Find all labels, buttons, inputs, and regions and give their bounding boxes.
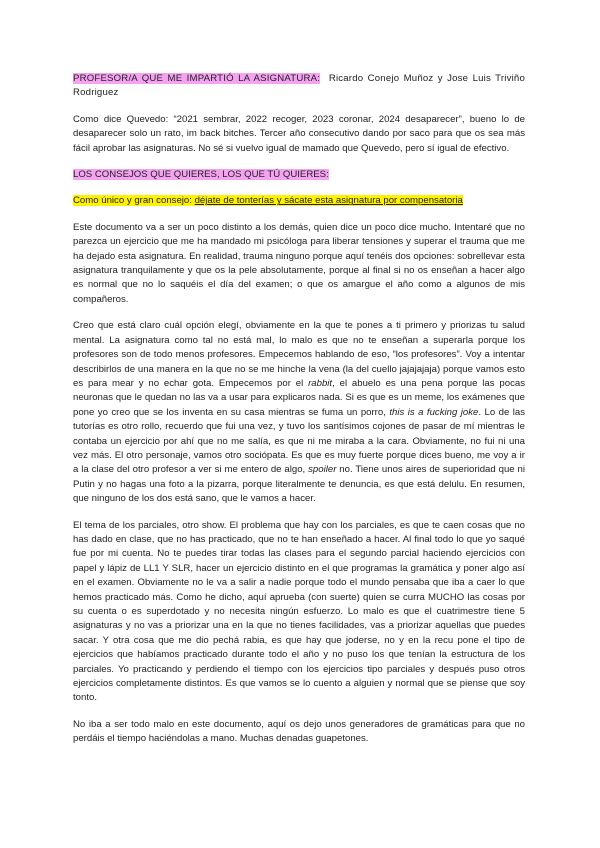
- paragraph-parciales: El tema de los parciales, otro show. El problema que hay con los parciales, es que te caen cosas que no has dado en clase, que no has practicado, que no te han enseñado a hacer. Al final todo lo que yo saqué fue por mi cuenta. No te puedes tirar todas las clases para el segundo parcial haciendo ejercicios con papel y lápiz de LL1 Y SLR, hacer un ejercicio distinto en el que programas la gramática y poner algo así en el examen. Obviamente no le va a salir a nadie porque todo el mundo pensaba que iba a caer lo que hemos practicado más. Como he dicho, aquí aprueba (con suerte) quien se curra MUCHO las cosas por su cuenta o es superdotado y no necesita ningún esfuerzo. Lo malo es que el cuatrimestre tiene 5 asignaturas y no vas a priorizar una en la que no tienes facilidades, vas a priorizar aquellas que puedes sacar. Y otra cosa que me dio pechá rabia, es que hay que joderse, no y en la recu pone el tipo de ejercicios que habíamos practicado durante todo el año y no puso los que tenían la estructura de los parciales. Yo practicando y perdiendo el tiempo con los ejercicios tipo parciales y después puso otros ejercicios completamente distintos. Es que vamos se lo cuento a alguien y normal que se piense que soy tonto.: [73, 519, 525, 704]
- professor-line: [73, 72, 525, 101]
- professors-text-a: Creo que está claro cuál opción elegí, obviamente en la que te pones a ti primero y priorizas tu salud mental. La asignatura como tal no está mal, lo malo es que no te enseñan a superarla porque los profesores son de todo menos profesores. Empecemos hablando de eso, “los profesores”. Voy a intentar describirlos de una manera en la que no se me hinche la vena (la del cuello jajajajaja) porque vamos esto es para mear y no echar gota. Empecemos por el: [73, 320, 525, 389]
- rabbit-word: rabbit: [308, 377, 333, 389]
- professors-text-c: . Lo de las tutorías es otro rollo, recuerdo que fui una vez, y tuvo los santísimos cojones de pasar de mí mientras le contaba un ejercicio por ahí que no me salía, es que ni me miraba a la cara. Obviamente, no fui ni una vez más. El otro personaje, vamos otro sociópata. Es que es muy fuerte porque dices bueno, me voy a ir a la clase del otro profesor a ver si me entero de algo,: [73, 406, 525, 476]
- advice-line: [73, 194, 525, 208]
- advice-prefix: Como único y gran consejo:: [73, 195, 195, 207]
- paragraph-document-intro: Este documento va a ser un poco distinto a los demás, quien dice un poco dice mucho. Intentaré que no parezca un ejercicio que me ha mandado mi psicóloga para liberar tensiones y superar el trauma que me ha dejado esta asignatura. En realidad, trauma ninguno porque aquí tenéis dos opciones: sobrellevar esta asignatura tranquilamente y que os la pele absolutamente, porque al final si no os enseñan a hacer algo es normal que no lo saquéis el día del examen; o que os amargue el año como a algunos de mis compañeros.: [73, 221, 525, 305]
- professors-text-d: no. Tiene unos aires de superioridad que ni Putin y no hagas una foto a la pizarra, porque literalmente te denuncia, es que está delulu. En resumen, que ninguno de los dos está sano, que le vamos a hacer.: [73, 464, 525, 505]
- paragraph-professors: [73, 319, 525, 506]
- document-body: [73, 72, 525, 747]
- consejos-heading-line: [73, 168, 525, 182]
- spoiler-word: spoiler: [308, 464, 337, 476]
- professor-names: Ricardo Conejo Muñoz y Jose Luis Triviño Rodriguez: [73, 73, 525, 99]
- professors-text-b: , el abuelo es una pena porque las pocas neuronas que le quedan no las va a usar para explicaros nada. Si es que es un meme, los exámenes que pone yo creo que se los inventa en su casa mientras se fuma un porro,: [73, 377, 526, 418]
- consejos-heading: LOS CONSEJOS QUE QUIERES, LOS QUE TÚ QUIERES:: [73, 169, 329, 181]
- professor-label: PROFESOR/A QUE ME IMPARTIÓ LA ASIGNATURA:: [73, 73, 321, 84]
- advice-text: déjate de tonterías y sácate esta asignatura por compensatoria: [194, 195, 463, 207]
- paragraph-generators: No iba a ser todo malo en este documento, aquí os dejo unos generadores de gramáticas para que no perdáis el tiempo haciéndolas a mano. Muchas denadas guapetones.: [73, 718, 525, 745]
- joke-phrase: this is a fucking joke: [389, 406, 479, 418]
- intro-paragraph: Como dice Quevedo: “2021 sembrar, 2022 recoger, 2023 coronar, 2024 desaparecer”, bueno lo de desaparecer solo un rato, im back bitches. Tercer año consecutivo dando por saco para que os sea más fácil aprobar las asignaturas. No sé si vuelvo igual de mamado que Quevedo, pero sí igual de efectivo.: [73, 113, 525, 154]
